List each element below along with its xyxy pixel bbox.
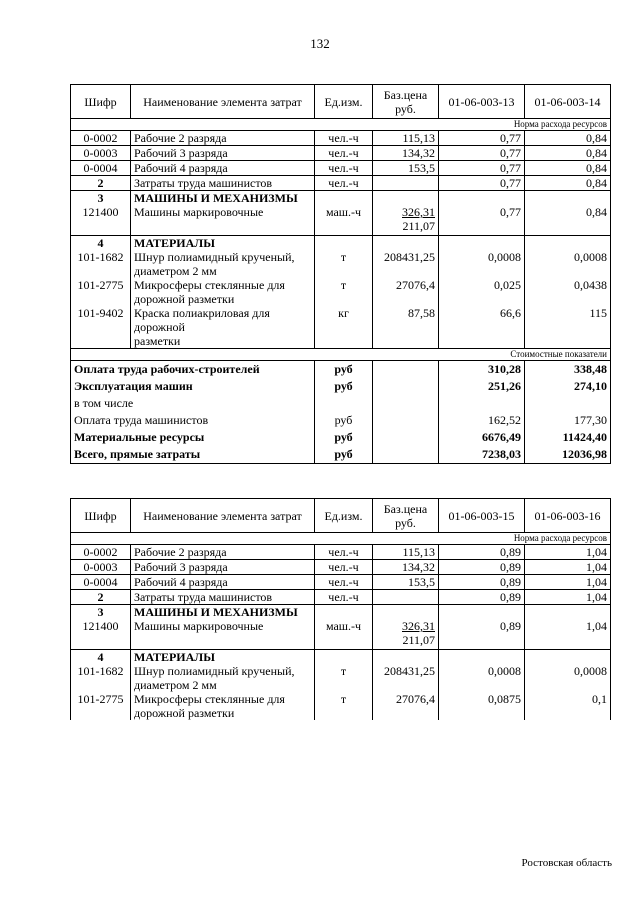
row-name (131, 306, 315, 349)
row-unit: чел.-ч (315, 176, 373, 191)
table-row (71, 176, 611, 191)
row-value-a: 0,77 (439, 161, 525, 176)
table-row (71, 250, 611, 278)
row-value-a: 0,89 (439, 619, 525, 649)
row-name: Рабочий 3 разряда (131, 146, 315, 161)
row-price: 134,32 (373, 560, 439, 575)
resource-table-1 (70, 84, 611, 464)
summary-value-a: 7238,03 (439, 446, 525, 464)
footer-region: Ростовская область (521, 857, 612, 869)
row-price: 87,58 (373, 306, 439, 349)
row-unit: чел.-ч (315, 560, 373, 575)
header-code: Шифр (71, 499, 131, 533)
table-header-row (71, 499, 611, 533)
row-unit: кг (315, 306, 373, 349)
row-code: 0-0002 (71, 545, 131, 560)
row-name: Машины маркировочные (131, 205, 315, 235)
summary-row (71, 446, 611, 464)
norm-label: Норма расхода ресурсов (71, 119, 611, 131)
name-line-2: диаметром 2 мм (134, 263, 217, 278)
table-row (71, 131, 611, 146)
row-unit: т (315, 250, 373, 278)
row-name (131, 250, 315, 278)
section-title: МАТЕРИАЛЫ (131, 649, 315, 664)
summary-unit: руб (315, 412, 373, 429)
row-name: Рабочий 4 разряда (131, 575, 315, 590)
row-code: 101-9402 (71, 306, 131, 349)
row-name (131, 692, 315, 720)
name-line-2: дорожной разметки (134, 291, 235, 306)
row-code: 121400 (71, 205, 131, 235)
section-code: 3 (71, 191, 131, 206)
name-line-2: дорожной разметки (134, 705, 235, 720)
summary-unit (315, 395, 373, 412)
header-price: Баз.цена руб. (373, 499, 439, 533)
row-price: 27076,4 (373, 692, 439, 720)
row-price (373, 205, 439, 235)
table-row (71, 619, 611, 649)
row-value-b: 115 (525, 306, 611, 349)
row-value-b: 0,84 (525, 176, 611, 191)
row-unit: чел.-ч (315, 590, 373, 605)
row-unit: т (315, 664, 373, 692)
name-line-1: Шнур полиамидный крученый, (134, 249, 295, 264)
row-name: Машины маркировочные (131, 619, 315, 649)
summary-row (71, 412, 611, 429)
row-value-b: 1,04 (525, 619, 611, 649)
table-row (71, 692, 611, 720)
summary-value-a: 6676,49 (439, 429, 525, 446)
row-name: Рабочий 4 разряда (131, 161, 315, 176)
row-code: 0-0004 (71, 161, 131, 176)
row-value-b: 0,0008 (525, 664, 611, 692)
row-value-a: 0,77 (439, 146, 525, 161)
header-price: Баз.цена руб. (373, 85, 439, 119)
row-value-b: 0,84 (525, 146, 611, 161)
summary-row (71, 429, 611, 446)
section-code: 4 (71, 649, 131, 664)
summary-unit: руб (315, 360, 373, 378)
row-price: 134,32 (373, 146, 439, 161)
name-line-2: разметки (134, 333, 181, 348)
cost-label-row (71, 348, 611, 360)
name-line-1: Шнур полиамидный крученый, (134, 663, 295, 678)
header-unit: Ед.изм. (315, 499, 373, 533)
summary-name: Оплата труда рабочих-строителей (71, 360, 315, 378)
row-code: 101-2775 (71, 692, 131, 720)
table-row (71, 306, 611, 349)
row-name (131, 278, 315, 306)
name-line-1: Микросферы стеклянные для (134, 691, 285, 706)
norm-label: Норма расхода ресурсов (71, 533, 611, 545)
row-code: 0-0003 (71, 560, 131, 575)
row-unit: чел.-ч (315, 545, 373, 560)
row-value-b: 0,0438 (525, 278, 611, 306)
summary-row (71, 395, 611, 412)
row-code: 0-0002 (71, 131, 131, 146)
section-row (71, 649, 611, 664)
row-name: Затраты труда машинистов (131, 590, 315, 605)
row-value-a: 0,77 (439, 205, 525, 235)
section-code: 4 (71, 235, 131, 250)
header-col-b: 01-06-003-16 (525, 499, 611, 533)
row-unit: маш.-ч (315, 205, 373, 235)
summary-value-b: 11424,40 (525, 429, 611, 446)
summary-name: Всего, прямые затраты (71, 446, 315, 464)
summary-row (71, 360, 611, 378)
row-price: 115,13 (373, 131, 439, 146)
row-price: 115,13 (373, 545, 439, 560)
summary-unit: руб (315, 429, 373, 446)
summary-value-b: 338,48 (525, 360, 611, 378)
section-title: МАШИНЫ И МЕХАНИЗМЫ (131, 605, 315, 620)
row-price: 153,5 (373, 161, 439, 176)
row-value-a: 66,6 (439, 306, 525, 349)
row-code: 101-1682 (71, 664, 131, 692)
row-price (373, 590, 439, 605)
header-col-a: 01-06-003-15 (439, 499, 525, 533)
row-value-a: 0,0875 (439, 692, 525, 720)
row-unit: т (315, 278, 373, 306)
row-name: Рабочий 3 разряда (131, 560, 315, 575)
row-value-a: 0,89 (439, 560, 525, 575)
norm-label-row (71, 533, 611, 545)
row-unit: т (315, 692, 373, 720)
header-col-a: 01-06-003-13 (439, 85, 525, 119)
table-row (71, 146, 611, 161)
table-row (71, 664, 611, 692)
cost-label: Стоимостные показатели (71, 348, 611, 360)
row-unit: маш.-ч (315, 619, 373, 649)
summary-value-a: 310,28 (439, 360, 525, 378)
summary-value-b: 177,30 (525, 412, 611, 429)
header-unit: Ед.изм. (315, 85, 373, 119)
row-unit: чел.-ч (315, 161, 373, 176)
summary-name: Материальные ресурсы (71, 429, 315, 446)
summary-name: Эксплуатация машин (71, 378, 315, 395)
row-value-a: 0,77 (439, 176, 525, 191)
summary-value-b: 12036,98 (525, 446, 611, 464)
section-row (71, 191, 611, 206)
row-code: 0-0003 (71, 146, 131, 161)
row-value-a: 0,0008 (439, 250, 525, 278)
row-value-b: 1,04 (525, 590, 611, 605)
table-row (71, 545, 611, 560)
row-value-a: 0,89 (439, 590, 525, 605)
header-code: Шифр (71, 85, 131, 119)
row-value-b: 1,04 (525, 560, 611, 575)
summary-value-b: 274,10 (525, 378, 611, 395)
header-name: Наименование элемента затрат (131, 85, 315, 119)
norm-label-row (71, 119, 611, 131)
row-code: 101-1682 (71, 250, 131, 278)
row-price: 27076,4 (373, 278, 439, 306)
row-value-a: 0,0008 (439, 664, 525, 692)
table-row (71, 278, 611, 306)
row-unit: чел.-ч (315, 575, 373, 590)
summary-value-a: 162,52 (439, 412, 525, 429)
row-code: 0-0004 (71, 575, 131, 590)
price-line-1: 326,31 (402, 205, 435, 219)
row-code: 121400 (71, 619, 131, 649)
summary-name: в том числе (71, 395, 315, 412)
name-line-1: Краска полиакриловая для дорожной (134, 305, 270, 334)
row-value-b: 0,1 (525, 692, 611, 720)
row-name (131, 664, 315, 692)
row-value-b: 1,04 (525, 575, 611, 590)
row-value-a: 0,77 (439, 131, 525, 146)
section-row (71, 605, 611, 620)
row-value-a: 0,89 (439, 575, 525, 590)
table-row (71, 575, 611, 590)
section-code: 3 (71, 605, 131, 620)
row-code: 101-2775 (71, 278, 131, 306)
table-row (71, 590, 611, 605)
row-unit: чел.-ч (315, 146, 373, 161)
summary-value-a: 251,26 (439, 378, 525, 395)
row-value-b: 0,84 (525, 161, 611, 176)
row-name: Рабочие 2 разряда (131, 131, 315, 146)
row-value-b: 0,84 (525, 131, 611, 146)
name-line-1: Микросферы стеклянные для (134, 277, 285, 292)
header-name: Наименование элемента затрат (131, 499, 315, 533)
summary-name: Оплата труда машинистов (71, 412, 315, 429)
section-title: МАШИНЫ И МЕХАНИЗМЫ (131, 191, 315, 206)
header-col-b: 01-06-003-14 (525, 85, 611, 119)
table-row (71, 560, 611, 575)
row-price: 208431,25 (373, 664, 439, 692)
summary-value-a (439, 395, 525, 412)
row-unit: чел.-ч (315, 131, 373, 146)
price-line-2: 211,07 (402, 633, 435, 647)
summary-unit: руб (315, 446, 373, 464)
row-name: Рабочие 2 разряда (131, 545, 315, 560)
row-price: 153,5 (373, 575, 439, 590)
price-line-2: 211,07 (402, 219, 435, 233)
summary-row (71, 378, 611, 395)
row-code: 2 (71, 176, 131, 191)
table-row (71, 161, 611, 176)
row-value-b: 0,0008 (525, 250, 611, 278)
row-value-b: 1,04 (525, 545, 611, 560)
row-value-a: 0,025 (439, 278, 525, 306)
row-name: Затраты труда машинистов (131, 176, 315, 191)
resource-table-2 (70, 498, 611, 720)
summary-unit: руб (315, 378, 373, 395)
price-line-1: 326,31 (402, 619, 435, 633)
row-price (373, 619, 439, 649)
table-row (71, 205, 611, 235)
section-row (71, 235, 611, 250)
row-price: 208431,25 (373, 250, 439, 278)
name-line-2: диаметром 2 мм (134, 677, 217, 692)
summary-value-b (525, 395, 611, 412)
page-number: 132 (310, 36, 330, 51)
section-title: МАТЕРИАЛЫ (131, 235, 315, 250)
table-header-row (71, 85, 611, 119)
row-price (373, 176, 439, 191)
row-code: 2 (71, 590, 131, 605)
row-value-a: 0,89 (439, 545, 525, 560)
row-value-b: 0,84 (525, 205, 611, 235)
